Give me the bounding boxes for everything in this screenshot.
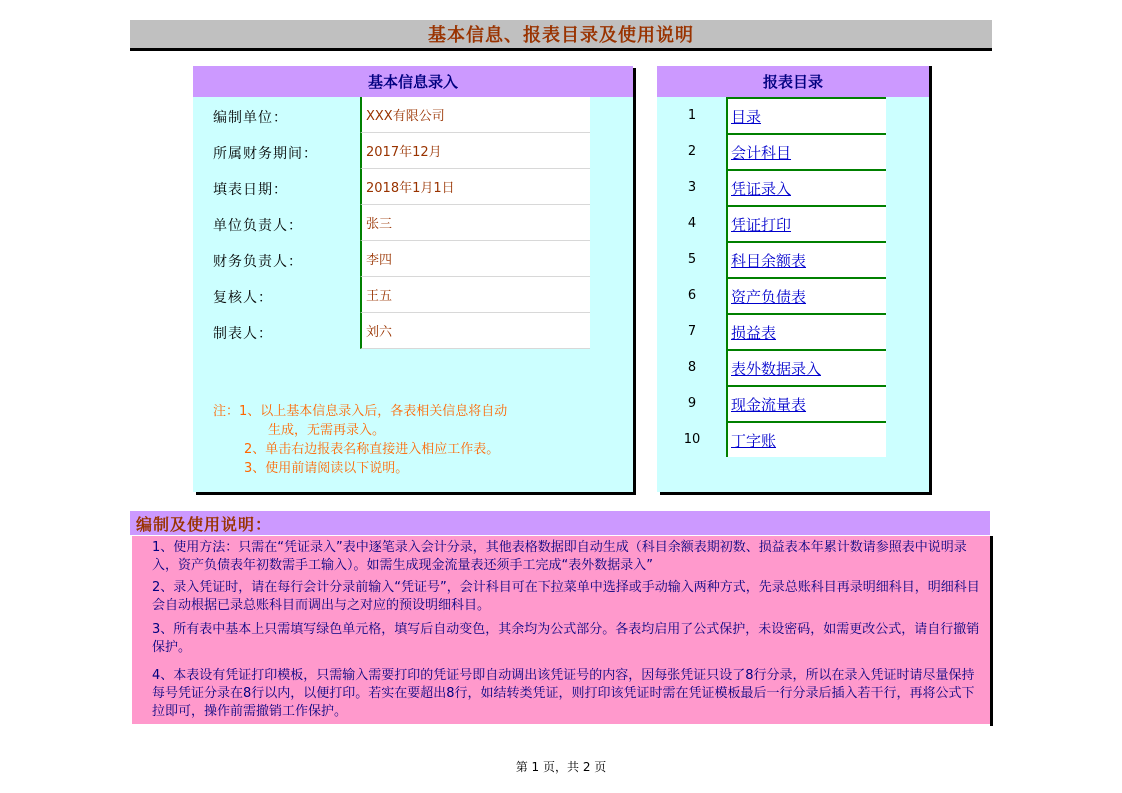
- catalog-item[interactable]: [726, 97, 886, 133]
- catalog-link[interactable]: 丁字账: [731, 431, 777, 450]
- note-line-2: 生成，无需再录入。: [268, 423, 386, 438]
- instruction-item: 3、所有表中基本上只需填写绿色单元格，填写后自动变色，其余均为公式部分。各表均启用了公式保护，未设密码，如需更改公式，请自行撤销保护。: [152, 622, 980, 655]
- catalog-number: 4: [687, 216, 697, 231]
- catalog-link[interactable]: 现金流量表: [731, 395, 807, 414]
- catalog-number: 2: [687, 144, 697, 159]
- catalog-number: 5: [687, 252, 697, 267]
- catalog-item[interactable]: [726, 313, 886, 349]
- catalog-number: 9: [687, 396, 697, 411]
- catalog-header: 报表目录: [657, 66, 929, 97]
- instruction-item: 1、使用方法：只需在“凭证录入”表中逐笔录入会计分录，其他表格数据即自动生成（科目余额表期初数、损益表本年累计数请参照表中说明录入，资产负债表年初数需手工输入）。如需生成现金流量表还须手工完成“表外数据录入”: [152, 540, 967, 573]
- catalog-number: 3: [687, 180, 697, 195]
- catalog-link[interactable]: 资产负债表: [731, 287, 807, 306]
- catalog-number: 8: [687, 360, 697, 375]
- catalog-item[interactable]: [726, 133, 886, 169]
- catalog-link[interactable]: 目录: [731, 107, 762, 126]
- note-line-4: 3、使用前请阅读以下说明。: [244, 461, 409, 476]
- instruction-item: 2、录入凭证时，请在每行会计分录前输入“凭证号”，会计科目可在下拉菜单中选择或手动输入两种方式，先录总账科目再录明细科目，明细科目会自动根据已录总账科目而调出与之对应的预设明细科目。: [152, 580, 980, 613]
- field-value-input[interactable]: 张三: [360, 205, 590, 241]
- catalog-link[interactable]: 凭证打印: [731, 215, 792, 234]
- catalog-number: 7: [687, 324, 697, 339]
- field-value-input[interactable]: 刘六: [360, 313, 590, 349]
- basic-info-header: 基本信息录入: [193, 66, 633, 97]
- field-label: 编制单位：: [213, 110, 288, 126]
- instruction-item: 4、本表设有凭证打印模板，只需输入需要打印的凭证号即自动调出该凭证号的内容，因每张凭证只设了8行分录，所以在录入凭证时请尽量保持每号凭证分录在8行以内，以便打印。若实在要超出8行，如结转类凭证，则打印该凭证时需在凭证模板最后一行分录后插入若干行，再将公式下拉即可，操作前需撤销工作保护。: [152, 668, 975, 719]
- field-value-input[interactable]: 2018年1月1日: [360, 169, 590, 205]
- catalog-item[interactable]: [726, 385, 886, 421]
- basic-info-notes: [213, 402, 613, 478]
- note-line-1: 注：1、以上基本信息录入后，各表相关信息将自动: [213, 404, 508, 419]
- field-label: 所属财务期间：: [213, 146, 318, 162]
- catalog-link[interactable]: 凭证录入: [731, 179, 792, 198]
- instructions-body: [132, 536, 990, 724]
- field-label: 制表人：: [213, 326, 273, 342]
- field-label: 填表日期：: [213, 182, 288, 198]
- field-label: 单位负责人：: [213, 218, 303, 234]
- catalog-item[interactable]: [726, 277, 886, 313]
- field-label: 财务负责人：: [213, 254, 303, 270]
- catalog-link[interactable]: 表外数据录入: [731, 359, 822, 378]
- catalog-item[interactable]: [726, 349, 886, 385]
- catalog-item[interactable]: [726, 241, 886, 277]
- field-label: 复核人：: [213, 290, 273, 306]
- field-value-input[interactable]: 王五: [360, 277, 590, 313]
- field-value-input[interactable]: 2017年12月: [360, 133, 590, 169]
- field-value-input[interactable]: XXX有限公司: [360, 97, 590, 133]
- catalog-number: 1: [687, 108, 697, 123]
- field-value-input[interactable]: 李四: [360, 241, 590, 277]
- catalog-number: 10: [683, 432, 701, 447]
- catalog-item[interactable]: [726, 421, 886, 457]
- catalog-item[interactable]: [726, 169, 886, 205]
- note-line-3: 2、单击右边报表名称直接进入相应工作表。: [244, 442, 500, 457]
- instructions-header: 编制及使用说明：: [130, 511, 990, 535]
- catalog-link[interactable]: 科目余额表: [731, 251, 807, 270]
- page-title: 基本信息、报表目录及使用说明: [130, 20, 992, 51]
- catalog-link[interactable]: 损益表: [731, 323, 777, 342]
- page-number: 第 1 页，共 2 页: [515, 760, 607, 774]
- instructions-right-border: [990, 536, 993, 726]
- catalog-item[interactable]: [726, 205, 886, 241]
- catalog-number: 6: [687, 288, 697, 303]
- catalog-link[interactable]: 会计科目: [731, 143, 792, 162]
